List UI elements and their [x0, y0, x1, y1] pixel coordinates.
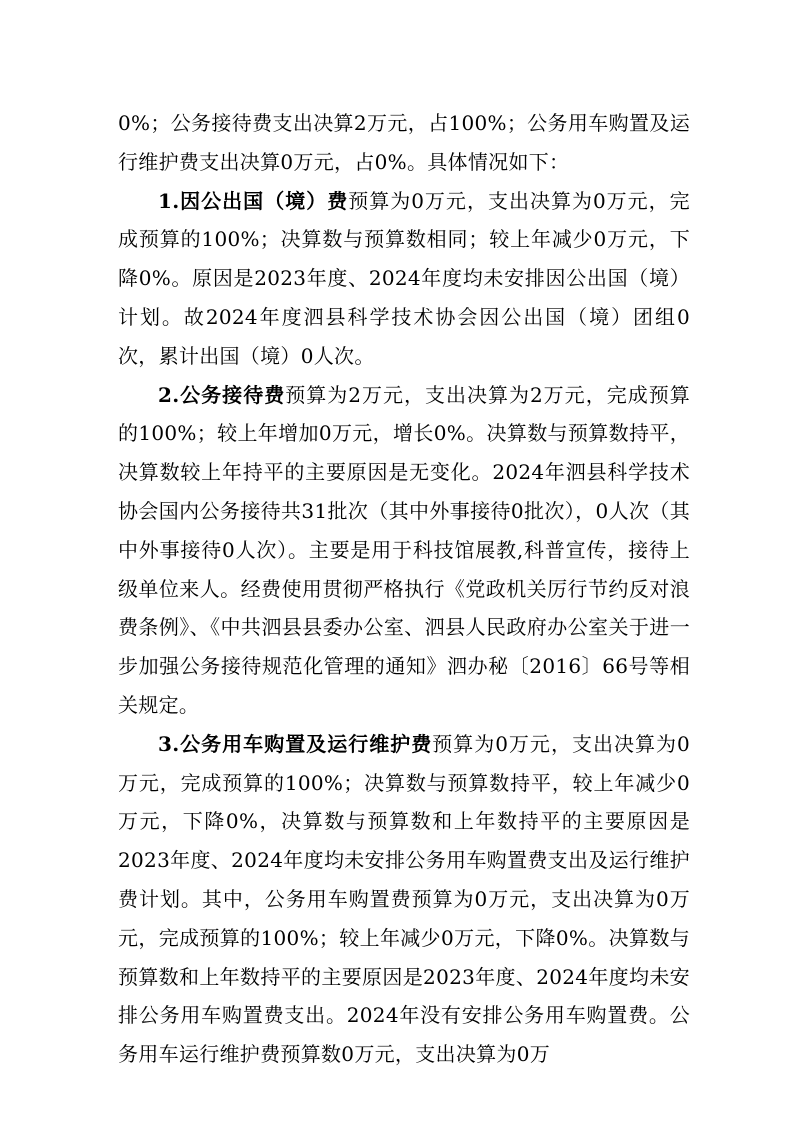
overseas-travel-heading: 1.因公出国（境）费: [158, 188, 349, 213]
summary-text: 0%；公务接待费支出决算2万元，占100%；公务用车购置及运行维护费支出决算0万元，占0%。具体情况如下：: [118, 111, 690, 174]
reception-heading: 2.公务接待费: [158, 382, 286, 407]
reception-text: 预算为2万元，支出决算为2万元，完成预算的100%；较上年增加0万元，增长0%。决算数与预算数持平，决算数较上年持平的主要原因是无变化。2024年泗县科学技术协会国内公务接待共31批次（其中外事接待0批次），0人次（其中外事接待0人次）。主要是用于科技馆展教,科普宣传，接待上级单位来人。经费使用贯彻严格执行《党政机关厉行节约反对浪费条例》、《中共泗县县委办公室、泗县人民政府办公室关于进一步加强公务接待规范化管理的通知》泗办秘〔2016〕66号等相关规定。: [118, 382, 690, 717]
paragraph-vehicles: [118, 725, 690, 1074]
paragraph-reception: [118, 376, 690, 725]
paragraph-summary: [118, 104, 690, 182]
paragraph-overseas-travel: [118, 182, 690, 376]
document-body: [118, 104, 690, 1074]
vehicles-text: 预算为0万元，支出决算为0万元，完成预算的100%；决算数与预算数持平，较上年减少0万元，下降0%，决算数与预算数和上年数持平的主要原因是2023年度、2024年度均未安排公务用车购置费支出及运行维护费计划。其中，公务用车购置费预算为0万元，支出决算为0万元，完成预算的100%；较上年减少0万元，下降0%。决算数与预算数和上年数持平的主要原因是2023年度、2024年度均未安排公务用车购置费支出。2024年没有安排公务用车购置费。公务用车运行维护费预算数0万元，支出决算为0万: [118, 731, 690, 1067]
vehicles-heading: 3.公务用车购置及运行维护费: [158, 731, 433, 756]
overseas-travel-text: 预算为0万元，支出决算为0万元，完成预算的100%；决算数与预算数相同；较上年减少0万元，下降0%。原因是2023年度、2024年度均未安排因公出国（境）计划。故2024年度泗县科学技术协会因公出国（境）团组0次，累计出国（境）0人次。: [118, 188, 690, 368]
